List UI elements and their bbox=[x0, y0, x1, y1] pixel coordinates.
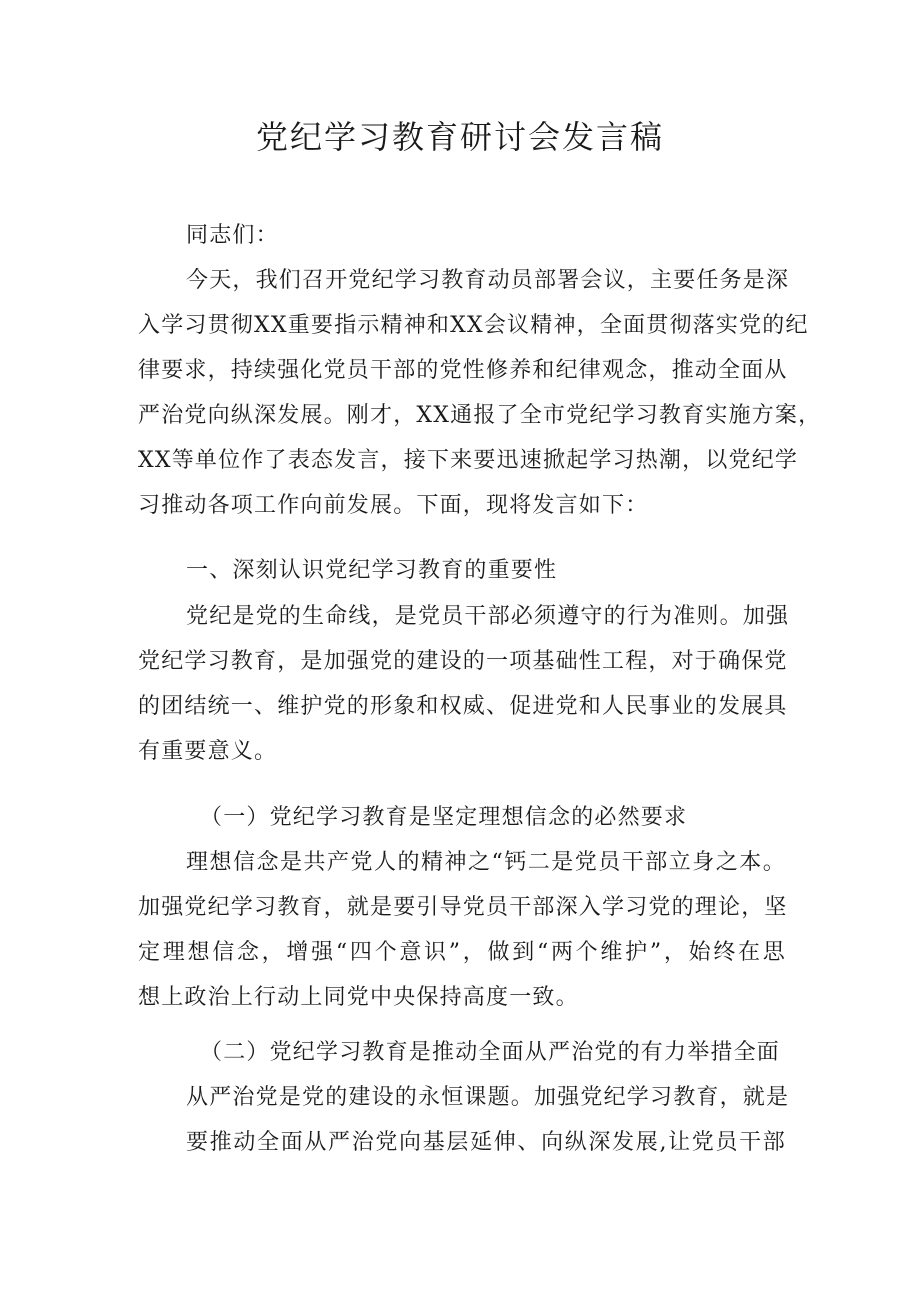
paragraph-line: 要推动全面从严治党向基层延伸、向纵深发展,让党员干部 bbox=[186, 1130, 786, 1155]
salutation: 同志们： bbox=[186, 223, 279, 248]
subsection-heading: （二）党纪学习教育是推动全面从严治党的有力举措全面 bbox=[200, 1040, 781, 1065]
paragraph-line: 有重要意义。 bbox=[138, 739, 278, 764]
paragraph-line: 今天，我们召开党纪学习教育动员部署会议，主要任务是深 bbox=[186, 268, 790, 293]
document-title: 党纪学习教育研讨会发言稿 bbox=[255, 118, 664, 156]
paragraph-line: 严治党向纵深发展。刚才，XX通报了全市党纪学习教育实施方案， bbox=[138, 403, 822, 428]
paragraph-line: 习推动各项工作向前发展。下面，现将发言如下： bbox=[138, 493, 649, 518]
paragraph-line: 党纪是党的生命线，是党员干部必须遵守的行为准则。加强 bbox=[186, 604, 790, 629]
paragraph-line: 定理想信念，增强“四个意识”，做到“两个维护”，始终在思 bbox=[138, 940, 786, 965]
paragraph-line: 加强党纪学习教育，就是要引导党员干部深入学习党的理论，坚 bbox=[138, 895, 788, 920]
paragraph-line: 党纪学习教育，是加强党的建设的一项基础性工程，对于确保党 bbox=[138, 649, 788, 674]
paragraph-line: 律要求，持续强化党员干部的党性修养和纪律观念，推动全面从 bbox=[138, 358, 788, 383]
subsection-heading: （一）党纪学习教育是坚定理想信念的必然要求 bbox=[200, 805, 688, 830]
paragraph-line: 理想信念是共产党人的精神之“钙二是党员干部立身之本。 bbox=[186, 850, 786, 875]
paragraph-line: XX等单位作了表态发言，接下来要迅速掀起学习热潮，以党纪学 bbox=[138, 448, 799, 473]
paragraph-line: 入学习贯彻XX重要指示精神和XX会议精神，全面贯彻落实党的纪 bbox=[138, 313, 809, 338]
paragraph-line: 想上政治上行动上同党中央保持高度一致。 bbox=[138, 985, 579, 1010]
paragraph-line: 从严治党是党的建设的永恒课题。加强党纪学习教育，就是 bbox=[186, 1085, 790, 1110]
section-heading: 一、深刻认识党纪学习教育的重要性 bbox=[186, 558, 558, 583]
paragraph-line: 的团结统一、维护党的形象和权威、促进党和人民事业的发展具 bbox=[138, 694, 788, 719]
